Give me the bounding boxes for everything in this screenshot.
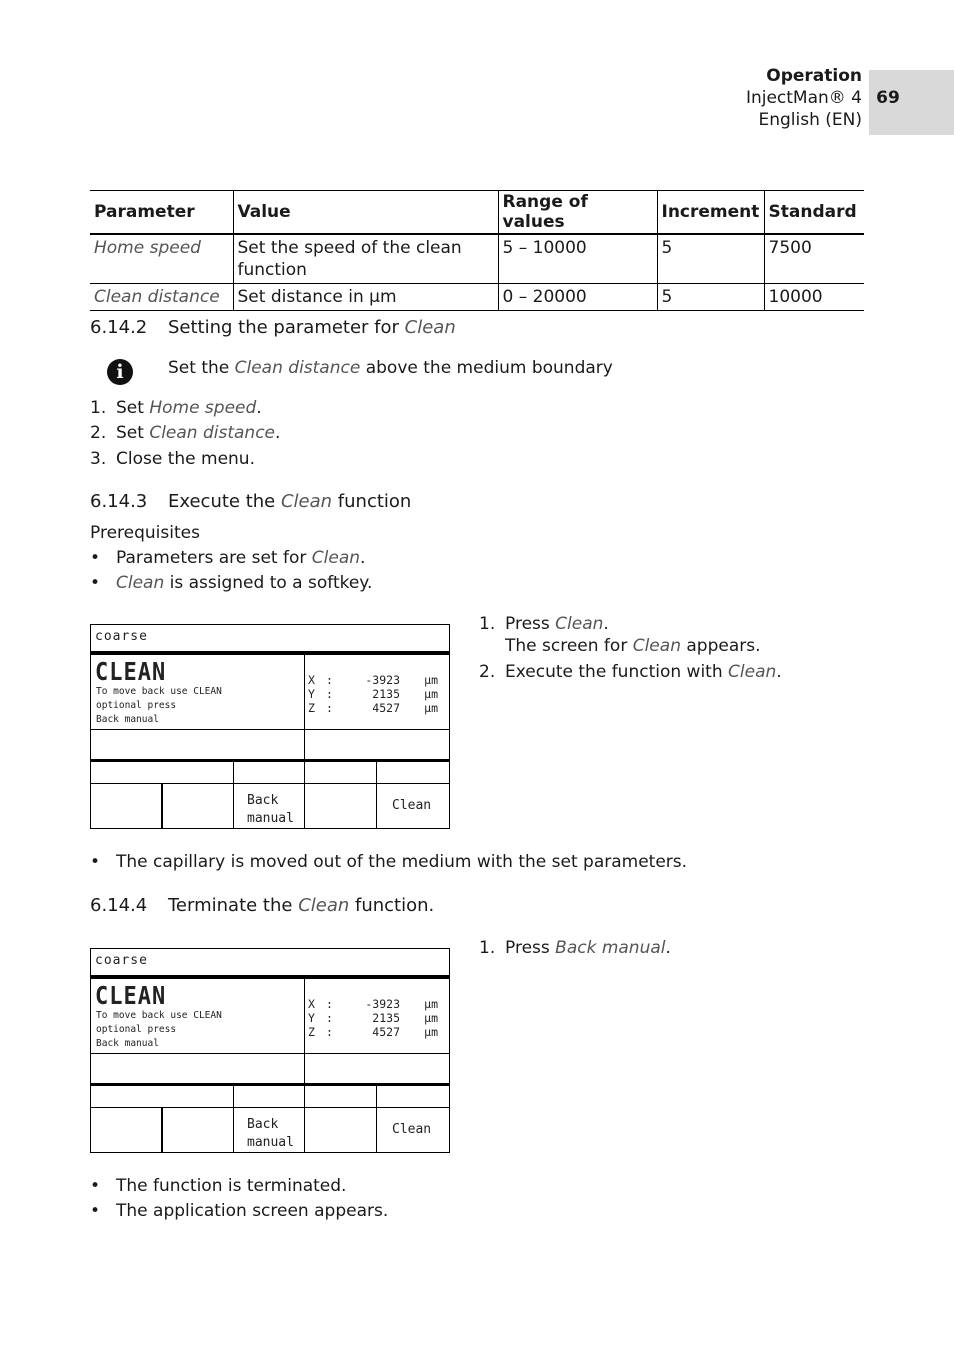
coordinate-readout bbox=[308, 673, 438, 715]
heading-emphasis: Clean bbox=[298, 895, 350, 916]
instruction-line: Back manual bbox=[96, 1038, 159, 1049]
divider bbox=[91, 1053, 449, 1054]
step-text: Press bbox=[505, 614, 556, 634]
list-item bbox=[90, 548, 365, 568]
divider bbox=[233, 1086, 234, 1108]
heading-text: function bbox=[332, 491, 412, 512]
divider bbox=[91, 975, 449, 979]
section-number: 6.14.2 bbox=[90, 317, 148, 338]
axis-label: Z bbox=[308, 1025, 315, 1039]
item-text: The function is terminated. bbox=[116, 1176, 347, 1196]
heading-emphasis: Clean bbox=[280, 491, 333, 512]
item-text: . bbox=[360, 548, 366, 568]
step-number: 3. bbox=[90, 449, 107, 469]
column-header: Standard bbox=[764, 191, 864, 235]
step-number: 1. bbox=[479, 614, 496, 634]
coordinate-value: -3923 bbox=[365, 997, 400, 1011]
step-text: . bbox=[776, 662, 782, 682]
bullet: • bbox=[90, 548, 101, 568]
step-number: 1. bbox=[479, 938, 496, 958]
list-item bbox=[479, 636, 761, 656]
table-cell: Set distance in µm bbox=[233, 284, 498, 311]
instruction-line: Back manual bbox=[96, 714, 159, 725]
step-emphasis: Clean bbox=[555, 614, 604, 634]
divider bbox=[376, 762, 377, 784]
step-text: Set bbox=[116, 423, 150, 443]
header-product: InjectMan® 4 bbox=[745, 88, 862, 108]
divider bbox=[91, 1083, 449, 1086]
table-header-row bbox=[90, 191, 864, 235]
softkey-back-manual[interactable] bbox=[247, 792, 294, 828]
step-text: . bbox=[665, 938, 671, 958]
list-item bbox=[90, 1201, 388, 1221]
unit: µm bbox=[424, 687, 438, 701]
separator: : bbox=[326, 1011, 333, 1025]
section-heading-6-14-2 bbox=[90, 317, 456, 338]
divider bbox=[304, 729, 305, 759]
heading-text: Terminate the bbox=[168, 895, 299, 916]
note-emphasis: Clean distance bbox=[234, 358, 361, 378]
column-header: Range of values bbox=[498, 191, 657, 235]
step-number: 2. bbox=[90, 423, 107, 443]
softkey-clean[interactable]: Clean bbox=[392, 798, 432, 813]
divider bbox=[304, 1108, 305, 1152]
divider bbox=[376, 784, 377, 828]
step-emphasis: Clean distance bbox=[149, 423, 276, 443]
separator: : bbox=[326, 687, 333, 701]
divider bbox=[304, 762, 305, 784]
screen-instructions bbox=[96, 685, 222, 727]
divider bbox=[233, 1108, 234, 1152]
softkey-clean[interactable]: Clean bbox=[392, 1122, 432, 1137]
softkey-label: manual bbox=[247, 811, 294, 826]
column-header: Increment bbox=[657, 191, 764, 235]
heading-text: Execute the bbox=[168, 491, 281, 512]
coordinate-row bbox=[308, 673, 438, 687]
divider bbox=[376, 1086, 377, 1108]
note-text: Set the bbox=[168, 358, 235, 378]
table-cell: 5 – 10000 bbox=[498, 234, 657, 284]
list-item bbox=[479, 662, 782, 682]
instruction-line: optional press bbox=[96, 1024, 177, 1035]
coordinate-row bbox=[308, 997, 438, 1011]
list-item bbox=[479, 614, 609, 634]
screen-title: CLEAN bbox=[95, 982, 167, 1011]
divider bbox=[91, 759, 449, 762]
heading-text: Setting the parameter for bbox=[168, 317, 405, 338]
axis-label: Z bbox=[308, 701, 315, 715]
screen-mode: coarse bbox=[95, 953, 148, 968]
table-cell: 7500 bbox=[764, 234, 864, 284]
divider bbox=[161, 784, 163, 828]
unit: µm bbox=[424, 701, 438, 715]
table-cell: 0 – 20000 bbox=[498, 284, 657, 311]
step-emphasis: Home speed bbox=[149, 398, 257, 418]
axis-label: Y bbox=[308, 687, 315, 701]
bullet: • bbox=[90, 1176, 101, 1196]
section-number: 6.14.4 bbox=[90, 895, 148, 916]
bullet: • bbox=[90, 852, 101, 872]
item-emphasis: Clean bbox=[116, 573, 165, 593]
instruction-line: To move back use CLEAN bbox=[96, 1010, 222, 1021]
axis-label: Y bbox=[308, 1011, 315, 1025]
heading-emphasis: Clean bbox=[404, 317, 456, 338]
screen-instructions bbox=[96, 1009, 222, 1051]
table-cell: 5 bbox=[657, 234, 764, 284]
softkey-back-manual[interactable] bbox=[247, 1116, 294, 1152]
step-number: 2. bbox=[479, 662, 496, 682]
step-text: Press bbox=[505, 938, 556, 958]
item-text: The capillary is moved out of the medium with the set parameters. bbox=[116, 852, 688, 872]
coordinate-row bbox=[308, 687, 438, 701]
info-icon: i bbox=[107, 359, 133, 385]
divider bbox=[161, 1108, 163, 1152]
parameter-table bbox=[90, 190, 864, 311]
axis-label: X bbox=[308, 673, 315, 687]
divider bbox=[91, 1107, 449, 1108]
separator: : bbox=[326, 1025, 333, 1039]
coordinate-row bbox=[308, 1025, 438, 1039]
info-note bbox=[168, 358, 613, 378]
item-emphasis: Clean bbox=[311, 548, 361, 568]
section-number: 6.14.3 bbox=[90, 491, 148, 512]
separator: : bbox=[326, 997, 333, 1011]
device-screen bbox=[90, 948, 450, 1153]
header-language: English (EN) bbox=[758, 110, 862, 130]
instruction-line: optional press bbox=[96, 700, 177, 711]
step-text: . bbox=[275, 423, 281, 443]
screen-title: CLEAN bbox=[95, 658, 167, 687]
step-emphasis: Back manual bbox=[555, 938, 666, 958]
unit: µm bbox=[424, 997, 438, 1011]
softkey-label: Back bbox=[247, 793, 279, 808]
list-item bbox=[90, 423, 280, 443]
step-text: appears. bbox=[680, 636, 761, 656]
unit: µm bbox=[424, 1025, 438, 1039]
instruction-line: To move back use CLEAN bbox=[96, 686, 222, 697]
bullet: • bbox=[90, 1201, 101, 1221]
table-cell: Home speed bbox=[90, 234, 233, 284]
table-cell: Set the speed of the clean function bbox=[233, 234, 498, 284]
coordinate-value: 2135 bbox=[372, 1011, 400, 1025]
list-item bbox=[90, 398, 262, 418]
divider bbox=[91, 651, 449, 655]
step-emphasis: Clean bbox=[632, 636, 681, 656]
step-text: Close the menu. bbox=[116, 449, 255, 469]
list-item bbox=[90, 1176, 346, 1196]
column-header: Value bbox=[233, 191, 498, 235]
note-text: above the medium boundary bbox=[360, 358, 613, 378]
coordinate-value: -3923 bbox=[365, 673, 400, 687]
softkey-label: Back bbox=[247, 1117, 279, 1132]
table-row bbox=[90, 284, 864, 311]
column-header: Parameter bbox=[90, 191, 233, 235]
table-cell: 10000 bbox=[764, 284, 864, 311]
coordinate-readout bbox=[308, 997, 438, 1039]
divider bbox=[233, 784, 234, 828]
separator: : bbox=[326, 701, 333, 715]
separator: : bbox=[326, 673, 333, 687]
bullet: • bbox=[90, 573, 101, 593]
step-text: Set bbox=[116, 398, 150, 418]
unit: µm bbox=[424, 1011, 438, 1025]
step-number: 1. bbox=[90, 398, 107, 418]
coordinate-value: 4527 bbox=[372, 1025, 400, 1039]
divider bbox=[304, 1053, 305, 1083]
list-item bbox=[90, 573, 372, 593]
divider bbox=[304, 1086, 305, 1108]
softkey-label: manual bbox=[247, 1135, 294, 1150]
step-text: . bbox=[603, 614, 609, 634]
coordinate-value: 2135 bbox=[372, 687, 400, 701]
item-text: The application screen appears. bbox=[116, 1201, 389, 1221]
axis-label: X bbox=[308, 997, 315, 1011]
device-screen bbox=[90, 624, 450, 829]
heading-text: function. bbox=[349, 895, 435, 916]
coordinate-value: 4527 bbox=[372, 701, 400, 715]
list-item bbox=[479, 938, 671, 958]
item-text: is assigned to a softkey. bbox=[164, 573, 373, 593]
list-item bbox=[90, 449, 255, 469]
table-row bbox=[90, 234, 864, 284]
table-cell: Clean distance bbox=[90, 284, 233, 311]
divider bbox=[304, 784, 305, 828]
section-heading-6-14-3 bbox=[90, 491, 411, 512]
divider bbox=[91, 783, 449, 784]
section-heading-6-14-4 bbox=[90, 895, 434, 916]
header-section: Operation bbox=[766, 66, 862, 86]
screen-mode: coarse bbox=[95, 629, 148, 644]
step-text: Execute the function with bbox=[505, 662, 729, 682]
step-text: The screen for bbox=[505, 636, 633, 656]
prerequisites-label: Prerequisites bbox=[90, 523, 200, 543]
step-text: . bbox=[256, 398, 262, 418]
table-cell: 5 bbox=[657, 284, 764, 311]
item-text: Parameters are set for bbox=[116, 548, 312, 568]
step-emphasis: Clean bbox=[728, 662, 777, 682]
list-item bbox=[90, 852, 687, 872]
divider bbox=[376, 1108, 377, 1152]
divider bbox=[233, 762, 234, 784]
page-number: 69 bbox=[876, 88, 900, 108]
coordinate-row bbox=[308, 1011, 438, 1025]
coordinate-row bbox=[308, 701, 438, 715]
unit: µm bbox=[424, 673, 438, 687]
divider bbox=[91, 729, 449, 730]
